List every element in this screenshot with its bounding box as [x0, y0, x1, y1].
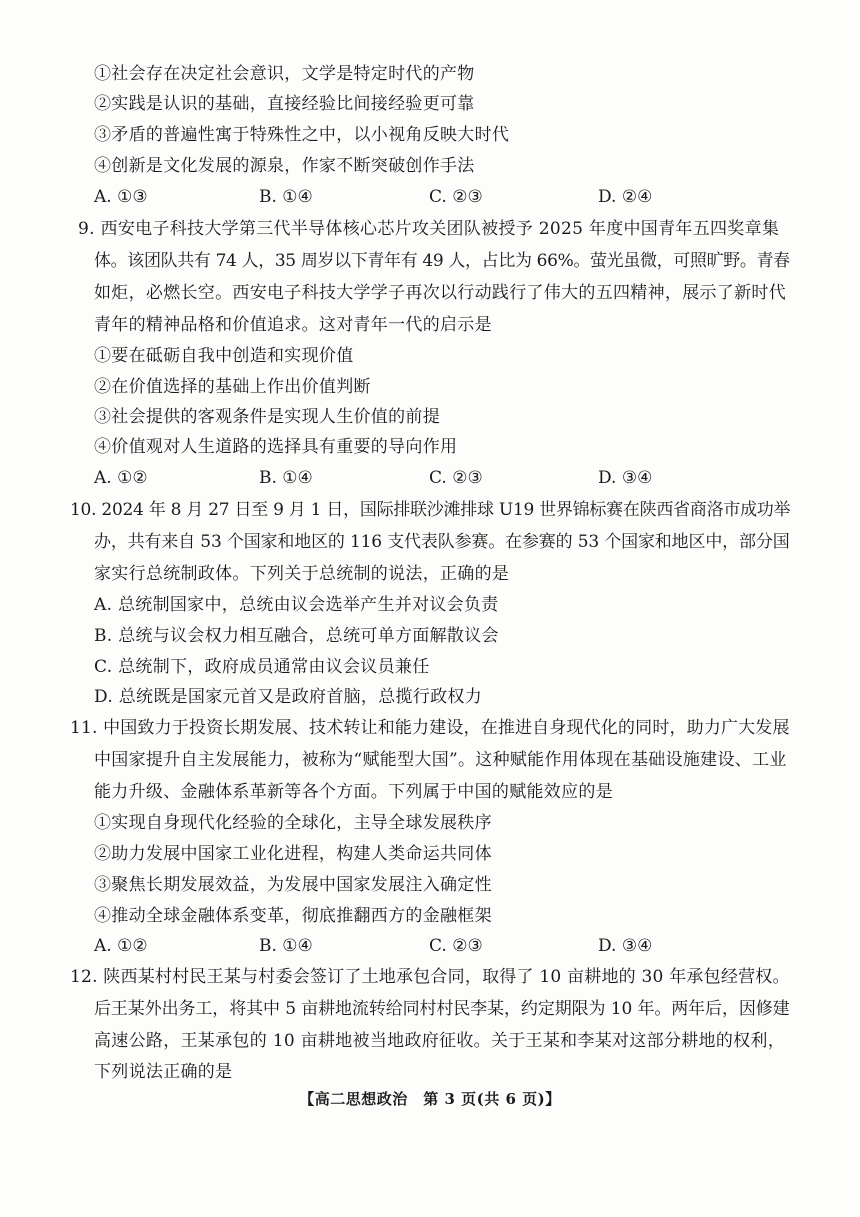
- q12-stem-line-2: 后王某外出务工，将其中 5 亩耕地流转给同村村民李某，约定期限为 10 年。两年后，因修建: [94, 999, 790, 1019]
- q11-option-a: A. ①②: [94, 936, 148, 956]
- q9-option-d: D. ③④: [598, 468, 653, 488]
- q9-stem-line-2: 体。该团队共有 74 人，35 周岁以下青年有 49 人，占比为 66%。萤光虽微，可照旷野。青春: [94, 251, 790, 271]
- q10-stem-line-3: 家实行总统制政体。下列关于总统制的说法，正确的是: [94, 564, 510, 584]
- q11-option-d: D. ③④: [598, 936, 653, 956]
- q9-option-b: B. ①④: [259, 468, 313, 488]
- q8-statement-3: ③矛盾的普遍性寓于特殊性之中，以小视角反映大时代: [94, 125, 510, 145]
- q9-statement-3: ③社会提供的客观条件是实现人生价值的前提: [94, 407, 440, 427]
- q10-stem-line-1: 10. 2024 年 8 月 27 日至 9 月 1 日，国际排联沙滩排球 U19 世界锦标赛在陕西省商洛市成功举: [70, 500, 791, 520]
- q11-stem-line-3: 能力升级、金融体系革新等各个方面。下列属于中国的赋能效应的是: [94, 782, 613, 802]
- q12-stem-line-4: 下列说法正确的是: [94, 1062, 233, 1082]
- q9-stem-line-4: 青年的精神品格和价值追求。这对青年一代的启示是: [94, 315, 492, 335]
- q8-option-d: D. ②④: [598, 187, 653, 207]
- q11-statement-1: ①实现自身现代化经验的全球化，主导全球发展秩序: [94, 813, 492, 833]
- page-footer: 【高二思想政治 第 3 页(共 6 页)】: [299, 1090, 561, 1108]
- q8-statement-2: ②实践是认识的基础，直接经验比间接经验更可靠: [94, 94, 475, 114]
- q9-statement-4: ④价值观对人生道路的选择具有重要的导向作用: [94, 437, 458, 457]
- q10-choice-b: B. 总统与议会权力相互融合，总统可单方面解散议会: [94, 626, 499, 646]
- q11-statement-2: ②助力发展中国家工业化进程，构建人类命运共同体: [94, 844, 492, 864]
- q11-option-b: B. ①④: [259, 936, 313, 956]
- q11-option-c: C. ②③: [429, 936, 483, 956]
- q9-option-a: A. ①②: [94, 468, 148, 488]
- q11-statement-4: ④推动全球金融体系变革，彻底推翻西方的金融框架: [94, 906, 492, 926]
- q11-stem-line-1: 11. 中国致力于投资长期发展、技术转让和能力建设，在推进自身现代化的同时，助力广大发展: [70, 718, 790, 738]
- q10-choice-c: C. 总统制下，政府成员通常由议会议员兼任: [94, 657, 430, 677]
- q8-statement-4: ④创新是文化发展的源泉，作家不断突破创作手法: [94, 156, 475, 176]
- q9-statement-1: ①要在砥砺自我中创造和实现价值: [94, 346, 354, 366]
- q9-statement-2: ②在价值选择的基础上作出价值判断: [94, 377, 371, 397]
- q11-stem-line-2: 中国家提升自主发展能力，被称为“赋能型大国”。这种赋能作用体现在基础设施建设、工业: [94, 750, 787, 770]
- q8-option-c: C. ②③: [429, 187, 483, 207]
- q12-stem-line-3: 高速公路，王某承包的 10 亩耕地被当地政府征收。关于王某和李某对这部分耕地的权利，: [94, 1031, 786, 1051]
- q10-stem-line-2: 办，共有来自 53 个国家和地区的 116 支代表队参赛。在参赛的 53 个国家和地区中，部分国: [94, 532, 790, 552]
- q9-stem-line-1: 9. 西安电子科技大学第三代半导体核心芯片攻关团队被授予 2025 年度中国青年五四奖章集: [78, 219, 780, 239]
- q9-stem-line-3: 如炬，必燃长空。西安电子科技大学学子再次以行动践行了伟大的五四精神，展示了新时代: [94, 283, 786, 303]
- q8-statement-1: ①社会存在决定社会意识，文学是特定时代的产物: [94, 64, 475, 84]
- q10-choice-a: A. 总统制国家中，总统由议会选举产生并对议会负责: [94, 595, 499, 615]
- q9-option-c: C. ②③: [429, 468, 483, 488]
- q8-option-a: A. ①③: [94, 187, 148, 207]
- q10-choice-d: D. 总统既是国家元首又是政府首脑，总揽行政权力: [94, 687, 483, 707]
- q12-stem-line-1: 12. 陕西某村村民王某与村委会签订了土地承包合同，取得了 10 亩耕地的 30 年承包经营权。: [70, 967, 790, 987]
- q11-statement-3: ③聚焦长期发展效益，为发展中国家发展注入确定性: [94, 875, 492, 895]
- q8-option-b: B. ①④: [259, 187, 313, 207]
